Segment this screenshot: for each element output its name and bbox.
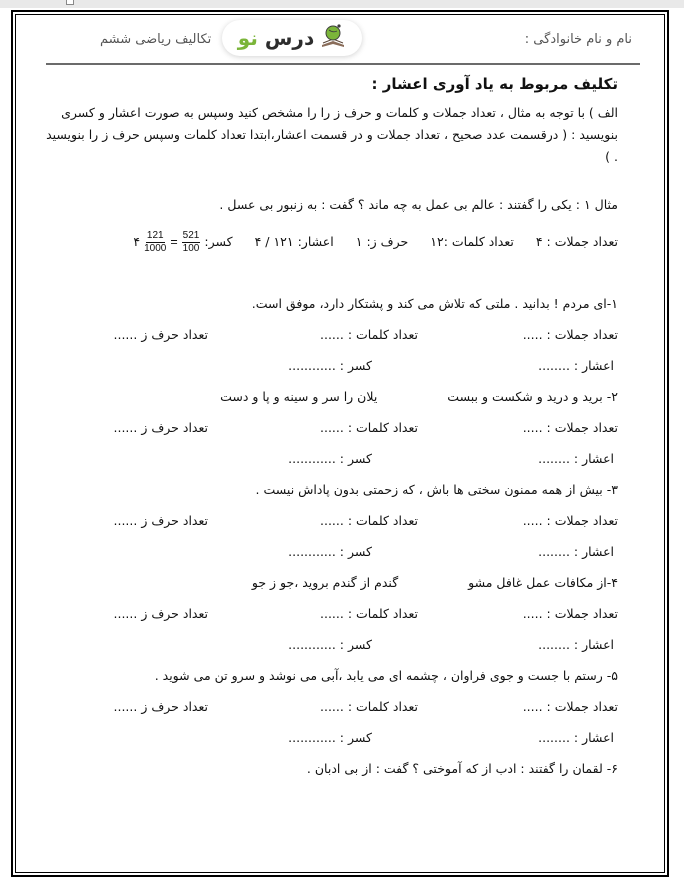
decimal-blank[interactable]: اعشار : ........ [538, 451, 614, 466]
answer-row-values [46, 722, 618, 753]
example-fraction-label: کسر: [204, 234, 233, 249]
question-text: ۳- بیش از همه ممنون سختی ها باش ، که زحمتی بدون پاداش نیست . [255, 482, 618, 497]
decimal-blank[interactable]: اعشار : ........ [538, 544, 614, 559]
question-item [46, 288, 618, 381]
mixed-whole: ۴ [133, 235, 141, 249]
sentences-blank[interactable]: تعداد جملات : ..... [522, 420, 618, 435]
worksheet-content [46, 70, 618, 784]
question-text: ۱-ای مردم ! بدانید . ملتی که تلاش می کند و پشتکار دارد، موفق است. [251, 296, 618, 311]
header-divider [46, 63, 640, 65]
question-item [46, 474, 618, 567]
words-blank[interactable]: تعداد کلمات : ...... [320, 420, 418, 435]
letter-z-blank[interactable]: تعداد حرف ز ...... [113, 513, 208, 528]
answer-row-values [46, 536, 618, 567]
letter-z-blank[interactable]: تعداد حرف ز ...... [113, 420, 208, 435]
sentences-blank[interactable]: تعداد جملات : ..... [522, 606, 618, 621]
fraction-blank[interactable]: کسر : ............ [288, 451, 372, 466]
question-text: ۶- لقمان را گفتند : ادب از که آموختی ؟ گفت : از بی ادبان . [306, 761, 618, 776]
question-text: ۵- رستم با جست و جوی فراوان ، چشمه ای می یابد ،آبی می نوشد و سرو تن می شوید . [154, 668, 618, 683]
decimal-blank[interactable]: اعشار : ........ [538, 637, 614, 652]
letter-z-blank[interactable]: تعداد حرف ز ...... [113, 327, 208, 342]
words-blank[interactable]: تعداد کلمات : ...... [320, 513, 418, 528]
question-item [46, 381, 618, 474]
example-letter-z: حرف ز: ۱ [355, 234, 409, 249]
words-blank[interactable]: تعداد کلمات : ...... [320, 327, 418, 342]
answer-row-values [46, 350, 618, 381]
fraction-blank[interactable]: کسر : ............ [288, 544, 372, 559]
sentences-blank[interactable]: تعداد جملات : ..... [522, 327, 618, 342]
answer-row-counts [46, 598, 618, 629]
decimal-blank[interactable]: اعشار : ........ [538, 730, 614, 745]
answer-row-values [46, 443, 618, 474]
example-decimal: اعشار: ۱۲۱ / ۴ [254, 234, 334, 249]
fraction-blank[interactable]: کسر : ............ [288, 637, 372, 652]
question-list [46, 288, 618, 784]
subject-label: تکالیف ریاضی ششم [100, 32, 212, 47]
student-name-label: نام و نام خانوادگی : [524, 32, 632, 47]
answer-row-counts [46, 412, 618, 443]
fraction-mixed: $\frac{121}{1000}$ [144, 229, 167, 254]
sentences-blank[interactable]: تعداد جملات : ..... [522, 699, 618, 714]
fraction-blank[interactable]: کسر : ............ [288, 730, 372, 745]
page-header [46, 20, 640, 64]
question-item [46, 660, 618, 753]
answer-row-values [46, 629, 618, 660]
question-item [46, 567, 618, 660]
question-text: ۲- برید و درید و شکست و ببستیلان را سر و سینه و پا و دست [220, 389, 618, 404]
instructions: الف ) با توجه به مثال ، تعداد جملات و کلمات و حرف ز را را مشخص کنید وسپس به صورت اعشار و کسری بنویسید : ( درقسمت عدد صحیح ، تعداد جملات و در قسمت اعشار،ابتدا تعداد کلمات وسپس حرف ز را بنویسید . ) [46, 105, 618, 164]
globe-book-icon [320, 23, 346, 53]
top-bar [0, 0, 684, 8]
question-item [46, 753, 618, 784]
sentences-blank[interactable]: تعداد جملات : ..... [522, 513, 618, 528]
question-text: ۴-از مکافات عمل غافل مشوگندم از گندم بروید ،جو ز جو [251, 575, 618, 590]
fraction-improper: $\frac{521}{100}$ [182, 229, 200, 254]
fraction-blank[interactable]: کسر : ............ [288, 358, 372, 373]
logo-text: درس نو [237, 26, 315, 50]
words-blank[interactable]: تعداد کلمات : ...... [320, 606, 418, 621]
worksheet-title: تکلیف مربوط به یاد آوری اعشار : [371, 75, 618, 93]
example-question: مثال ۱ : یکی را گفتند : عالم بی عمل به چه ماند ؟ گفت : به زنبور بی عسل . [219, 197, 618, 212]
ruler-marker-icon [66, 0, 74, 5]
words-blank[interactable]: تعداد کلمات : ...... [320, 699, 418, 714]
answer-row-counts [46, 319, 618, 350]
example-answer [46, 226, 618, 258]
equals-sign: = [170, 235, 178, 249]
answer-row-counts [46, 691, 618, 722]
example-words: تعداد کلمات :۱۲ [430, 234, 514, 249]
example-fraction [133, 230, 200, 255]
example-sentences: تعداد جملات : ۴ [535, 234, 618, 249]
logo [222, 20, 362, 56]
decimal-blank[interactable]: اعشار : ........ [538, 358, 614, 373]
letter-z-blank[interactable]: تعداد حرف ز ...... [113, 606, 208, 621]
answer-row-counts [46, 505, 618, 536]
letter-z-blank[interactable]: تعداد حرف ز ...... [113, 699, 208, 714]
